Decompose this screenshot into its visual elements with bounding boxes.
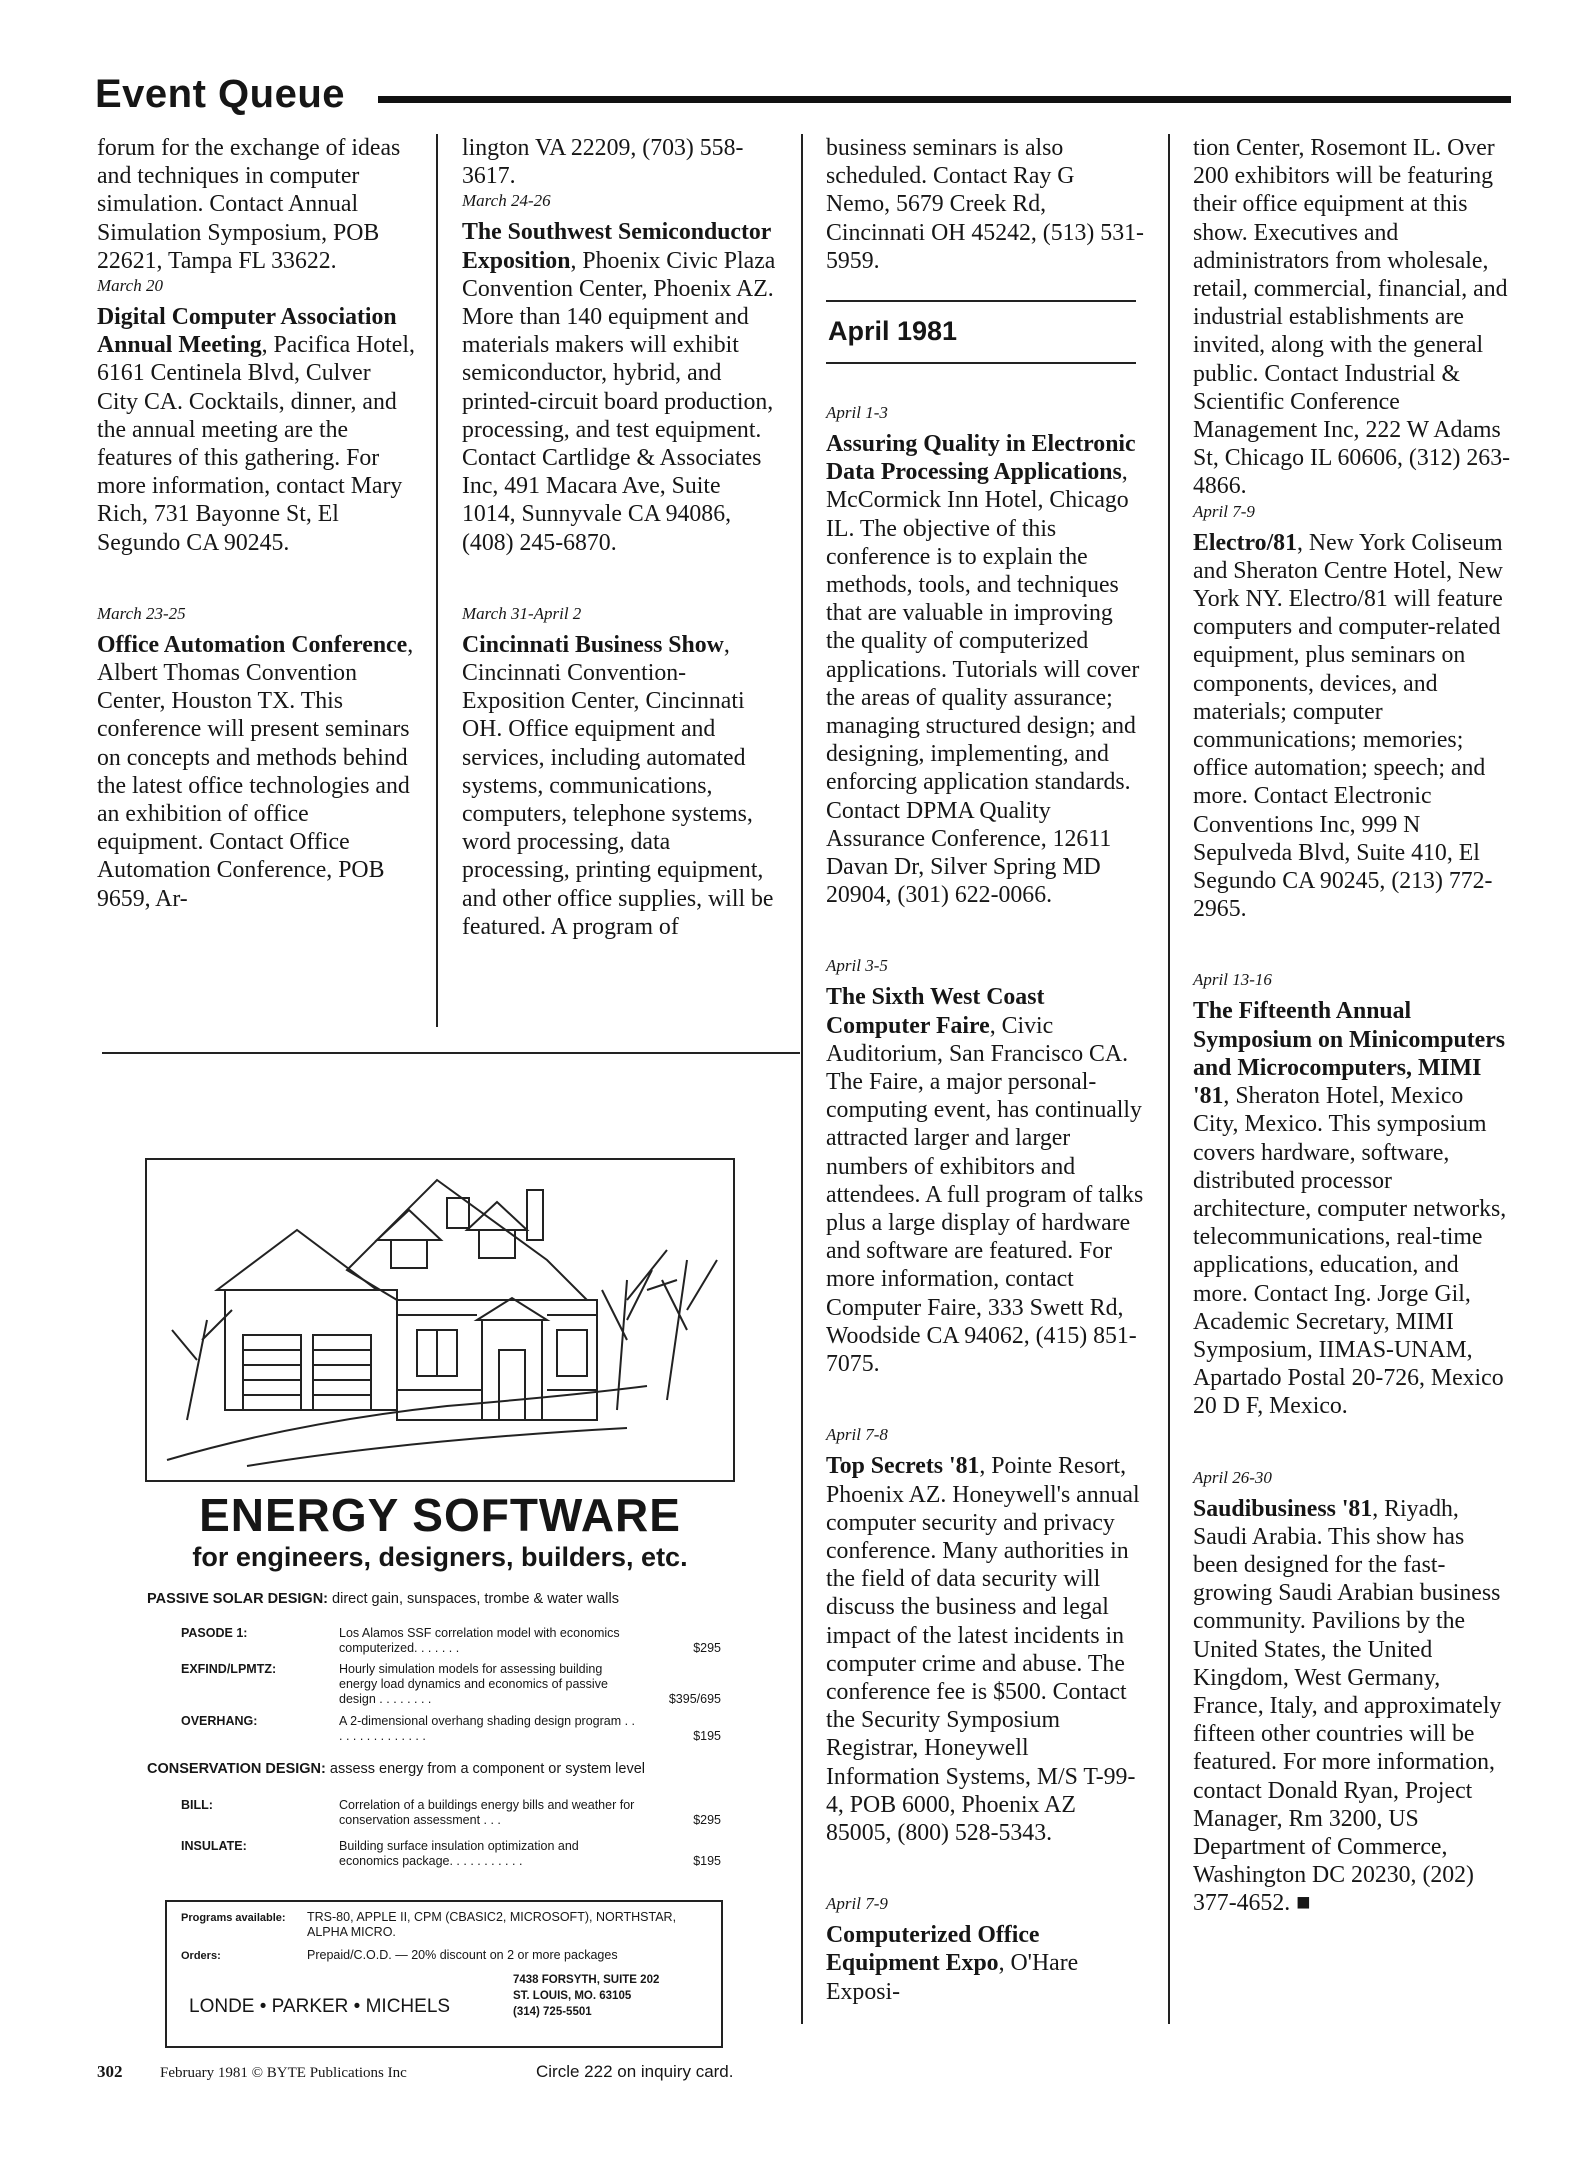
page-number: 302 <box>97 2062 123 2081</box>
column-3 <box>826 134 1144 275</box>
event-date: April 3-5 <box>826 956 888 976</box>
product-name: INSULATE: <box>181 1839 247 1853</box>
company-address-2: ST. LOUIS, MO. 63105 <box>513 1990 632 2002</box>
event-entry <box>826 402 1144 909</box>
event-entry <box>826 1893 1144 2006</box>
column-divider <box>1168 134 1170 2024</box>
product-name: PASODE 1: <box>181 1626 248 1640</box>
event-title: Computerized Office Equipment Expo <box>826 1922 1040 1977</box>
event-date: March 23-25 <box>97 603 186 623</box>
event-entry <box>97 603 415 913</box>
company-phone: (314) 725-5501 <box>513 2006 592 2018</box>
ad-product-row <box>181 1798 731 1828</box>
column-1 <box>97 134 415 959</box>
column-2 <box>462 134 780 987</box>
orders-value: Prepaid/C.O.D. — 20% discount on 2 or more packages <box>307 1948 618 1962</box>
event-title: Office Automation Conference <box>97 631 408 658</box>
product-desc: Building surface insulation optimization and economics package. . . . . . . . . . . <box>339 1839 579 1868</box>
lead-paragraph: forum for the exchange of ideas and techniques in computer simulation. Contact Annual Simulation Symposium, POB 22621, Tampa FL 33622. <box>97 135 401 274</box>
product-price: $195 <box>693 1854 721 1868</box>
event-entry <box>1193 1467 1511 1918</box>
ad-ordering-box <box>165 1900 723 2048</box>
ad-top-rule <box>102 1052 800 1054</box>
event-date: April 13-16 <box>1193 970 1272 990</box>
event-title: The Southwest Semiconductor Exposition <box>462 219 771 274</box>
publication-credit: February 1981 © BYTE Publications Inc <box>160 2065 407 2081</box>
product-name: BILL: <box>181 1798 213 1812</box>
company-address-1: 7438 FORSYTH, SUITE 202 <box>513 1974 660 1986</box>
event-entry <box>826 1424 1144 1847</box>
column-4 <box>1193 134 1511 1964</box>
company-name: LONDE • PARKER • MICHELS <box>189 1996 451 2017</box>
programs-label: Programs available: <box>181 1912 286 1924</box>
event-entry <box>462 603 780 941</box>
event-body: , McCormick Inn Hotel, Chicago IL. The objective of this conference is to explain the methods, tools, and techniques that are valuable in improving the quality of computerized applications. Tutorials will cover the areas of quality assurance; managing structured design; and designing, implementing, and enforcing application standards. Contact DPMA Quality Assurance Conference, 12611 Davan Dr, Silver Spring MD 20904, (301) 622-0066. <box>826 459 1140 909</box>
programs-value: TRS-80, APPLE II, CPM (CBASIC2, MICROSOFT), NORTHSTAR, ALPHA MICRO. <box>307 1910 677 1939</box>
event-entry <box>1193 969 1511 1420</box>
event-body: , Sheraton Hotel, Mexico City, Mexico. This symposium covers hardware, software, distributed processor architecture, computer networks, telecommunications, real-time applications, education, and more. Contact Ing. Jorge Gil, Academic Secretary, MIMI Symposium, IIMAS-UNAM, Apartado Postal 20-726, Mexico 20 D F, Mexico. <box>1193 1083 1507 1420</box>
lead-paragraph: business seminars is also scheduled. Contact Ray G Nemo, 5679 Creek Rd, Cincinnati OH 45242, (513) 531-5959. <box>826 135 1144 274</box>
product-desc: Correlation of a buildings energy bills and weather for conservation assessment . . . <box>339 1798 635 1827</box>
event-date: April 1-3 <box>826 403 888 422</box>
month-rule-bottom <box>826 362 1136 364</box>
event-title: Cincinnati Business Show <box>462 631 724 658</box>
product-desc: A 2-dimensional overhang shading design program . . . . . . . . . . . . . . . <box>339 1714 636 1743</box>
event-date: March 20 <box>97 276 163 296</box>
ad-subhead: for engineers, designers, builders, etc. <box>192 1542 688 1572</box>
ad-section-passive-solar: PASSIVE SOLAR DESIGN: direct gain, sunspaces, trombe & water walls <box>147 1591 619 1607</box>
event-body: , Phoenix Civic Plaza Convention Center, Phoenix AZ. More than 140 equipment and materials makers will exhibit semiconductor, hybrid, and printed-circuit board production, processing, and test equipment. Contact Cartlidge & Associates Inc, 491 Macara Ave, Suite 1014, Sunnyvale CA 94086, (408) 245-6870. <box>462 247 776 556</box>
event-body: , Pacifica Hotel, 6161 Centinela Blvd, Culver City CA. Cocktails, dinner, and the annual meeting are the features of this gathering. For more information, contact Mary Rich, 731 Bayonne St, El Segundo CA 90245. <box>97 332 415 556</box>
ad-headline: ENERGY SOFTWARE <box>199 1489 681 1541</box>
month-title: April 1981 <box>828 316 958 346</box>
event-title: Electro/81 <box>1193 529 1297 556</box>
header-rule <box>378 96 1511 103</box>
event-entry <box>462 190 780 556</box>
ad-product-row <box>181 1662 731 1707</box>
page-title: Event Queue <box>95 72 346 116</box>
orders-label: Orders: <box>181 1950 221 1962</box>
event-date: March 24-26 <box>462 191 551 211</box>
event-date: March 31-April 2 <box>462 603 582 623</box>
ad-product-row <box>181 1714 731 1744</box>
event-date: April 7-9 <box>1193 501 1255 521</box>
event-date: April 26-30 <box>1193 1467 1272 1487</box>
event-body: , New York Coliseum and Sheraton Centre Hotel, New York NY. Electro/81 will feature computers and computer-related equipment, plus seminars on components, devices, and materials; computer communications; memories; office automation; speech; and more. Contact Electronic Conventions Inc, 999 N Sepulveda Blvd, Suite 410, El Segundo CA 90245, (213) 772-2965. <box>1193 529 1503 923</box>
inquiry-card-note: Circle 222 on inquiry card. <box>536 2062 734 2081</box>
product-price: $295 <box>693 1641 721 1655</box>
event-body: , Riyadh, Saudi Arabia. This show has been designed for the fast-growing Saudi Arabian business community. Pavilions by the United States, the United Kingdom, West Germany, France, Italy, and approximately fifteen other countries will be featured. For more information, contact Donald Ryan, Project Manager, Rm 3200, US Department of Commerce, Washington DC 20230, (202) 377-4652. <box>1193 1495 1502 1917</box>
event-title: Digital Computer Association Annual Meeting <box>97 304 397 359</box>
event-title: Saudibusiness '81 <box>1193 1495 1373 1522</box>
product-name: OVERHANG: <box>181 1714 258 1728</box>
column-divider <box>436 134 438 1027</box>
event-entry <box>97 275 415 557</box>
product-name: EXFIND/LPMTZ: <box>181 1662 277 1676</box>
event-title: Top Secrets '81 <box>826 1453 980 1480</box>
event-entry <box>826 955 1144 1378</box>
house-drawing-icon <box>147 1160 733 1480</box>
end-mark-icon: ■ <box>1296 1890 1311 1917</box>
month-heading <box>826 300 1136 364</box>
column-divider <box>801 134 803 2024</box>
event-title: The Fifteenth Annual Symposium on Minicomputers and Microcomputers, MIMI '81 <box>1193 998 1506 1110</box>
event-body: , Civic Auditorium, San Francisco CA. The Faire, a major personal-computing event, has continually attracted larger and larger numbers of exhibitors and attendees. A full program of talks plus a large display of hardware and software are featured. For more information, contact Computer Faire, 333 Swett Rd, Woodside CA 94062, (415) 851-7075. <box>826 1012 1144 1378</box>
lead-paragraph: lington VA 22209, (703) 558-3617. <box>462 135 744 190</box>
product-price: $195 <box>693 1729 721 1743</box>
ad-section-conservation: CONSERVATION DESIGN: assess energy from a component or system level <box>147 1761 645 1777</box>
house-illustration <box>145 1158 735 1482</box>
product-desc: Los Alamos SSF correlation model with economics computerized. . . . . . . <box>339 1626 620 1655</box>
product-price: $395/695 <box>668 1692 721 1706</box>
energy-software-ad <box>145 1158 735 2053</box>
event-body: , Albert Thomas Convention Center, Houston TX. This conference will present seminars on concepts and methods behind the latest office technologies and an exhibition of office equipment. Contact Office Automation Conference, POB 9659, Ar- <box>97 631 414 912</box>
event-body: , Pointe Resort, Phoenix AZ. Honeywell's annual computer security and privacy conference. Many authorities in the field of data security will discuss the business and legal impact of the latest incidents in computer crime and abuse. The conference fee is $500. Contact the Security Symposium Registrar, Honeywell Information Systems, M/S T-99-4, POB 6000, Phoenix AZ 85005, (800) 528-5343. <box>826 1453 1140 1846</box>
product-price: $295 <box>693 1813 721 1827</box>
ad-product-row <box>181 1626 731 1656</box>
section-header <box>95 72 1511 116</box>
event-entry <box>1193 501 1511 924</box>
column-3-events <box>826 402 1144 2052</box>
event-date: April 7-9 <box>826 1894 888 1914</box>
event-body: , Cincinnati Convention-Exposition Center, Cincinnati OH. Office equipment and services, including automated systems, communications, computers, telephone systems, word processing, data processing, printing equipment, and other office supplies, will be featured. A program of <box>462 631 774 940</box>
event-date: April 7-8 <box>826 1425 888 1445</box>
ad-product-row <box>181 1839 731 1869</box>
lead-paragraph: tion Center, Rosemont IL. Over 200 exhibitors will be featuring their office equipment at this show. Executives and administrators from wholesale, retail, commercial, financial, and industrial establishments are invited, along with the general public. Contact Industrial & Scientific Conference Management Inc, 222 W Adams St, Chicago IL 60606, (312) 263-4866. <box>1193 135 1511 500</box>
product-desc: Hourly simulation models for assessing building energy load dynamics and economics of passive design . . . . . . . . <box>339 1662 608 1706</box>
event-title: Assuring Quality in Electronic Data Processing Applications <box>826 431 1136 486</box>
event-title: The Sixth West Coast Computer Faire <box>826 984 1045 1039</box>
event-body: , O'Hare Exposi- <box>826 1950 1079 2005</box>
